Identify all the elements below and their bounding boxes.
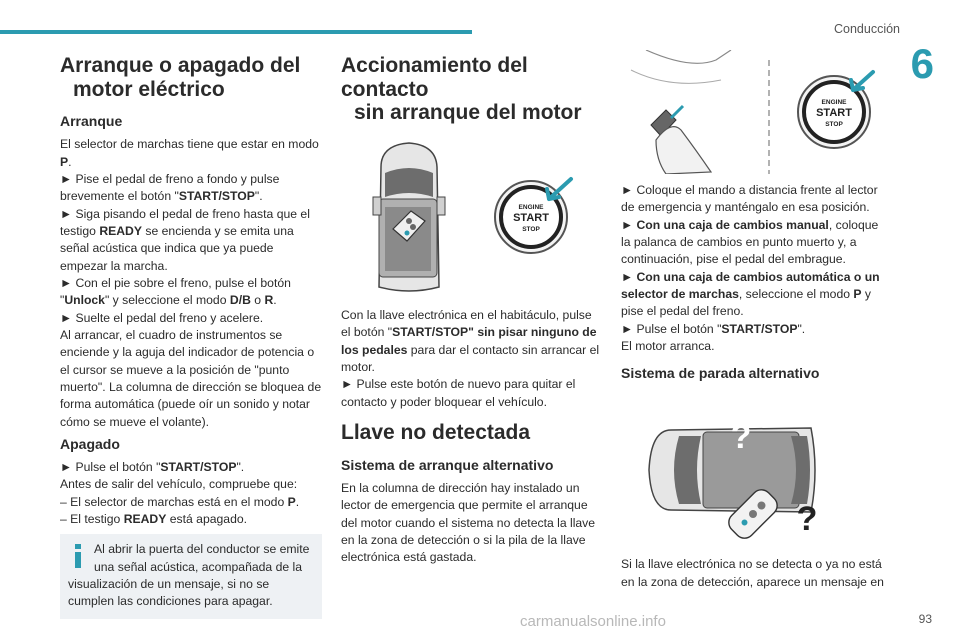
column-1	[60, 54, 322, 619]
subheading-alt-stop: Sistema de parada alternativo	[621, 365, 820, 382]
paragraph: ► Con una caja de cambios automática o un selector de marchas, seleccione el modo P y pise el pedal del freno.	[621, 269, 880, 319]
header-accent-bar	[0, 30, 472, 34]
subheading-start: Arranque	[60, 113, 123, 130]
paragraph: Con la llave electrónica en el habitáculo, pulse el botón "START/STOP" sin pisar ninguno de los pedales para dar el contacto sin arrancar el motor.	[341, 308, 600, 375]
section-title: Conducción	[833, 22, 900, 36]
question-mark-small: ?	[796, 500, 818, 539]
page-number: 93	[918, 612, 932, 626]
button-start-text: START	[816, 107, 852, 119]
paragraph: ► Pulse este botón de nuevo para quitar el contacto y poder bloquear el vehículo.	[341, 377, 576, 409]
subheading-stop: Apagado	[60, 436, 120, 453]
button-engine-text: ENGINE	[518, 204, 544, 212]
paragraph: ► Con una caja de cambios manual, coloque la palanca de cambios en punto muerto y, a continuación, pise el pedal del embrague.	[621, 217, 879, 267]
paragraph: ► Siga pisando el pedal de freno hasta que el testigo READY se encienda y se emita una señal acústica que indica que ya puede empezar la marcha.	[60, 206, 310, 273]
button-stop-text: STOP	[522, 226, 540, 234]
paragraph: Antes de salir del vehículo, compruebe que:	[60, 477, 298, 492]
heading-start-stop: Arranque o apagado del motor eléctrico	[60, 54, 301, 101]
car-question-illustration	[621, 388, 891, 548]
paragraph: El selector de marchas tiene que estar en modo P.	[60, 137, 319, 169]
paragraph: ► Con el pie sobre el freno, pulse el botón "Unlock" y seleccione el modo D/B o R.	[60, 276, 291, 308]
subheading-alt-start: Sistema de arranque alternativo	[341, 456, 554, 473]
paragraph: ► Coloque el mando a distancia frente al lector de emergencia y manténgalo en esa posición.	[621, 183, 878, 215]
press-arrow-icon	[851, 72, 873, 90]
question-mark-large: ?	[730, 418, 752, 457]
watermark: carmanualsonline.info	[520, 613, 666, 630]
heading-ignition: Accionamiento del contacto sin arranque del motor	[341, 54, 582, 125]
car-top-view-icon	[373, 143, 445, 291]
info-icon	[68, 543, 88, 569]
paragraph: ► Pulse el botón "START/STOP".	[60, 460, 245, 475]
chapter-number: 6	[910, 40, 934, 87]
paragraph: – El selector de marchas está en el modo P.	[60, 494, 300, 509]
column-3	[621, 50, 891, 596]
info-note: Al abrir la puerta del conductor se emite una señal acústica, acompañada de la visualización de un mensaje, si no se cumplen las condiciones para apagar.	[60, 534, 322, 618]
paragraph: – El testigo READY está apagado.	[60, 512, 248, 526]
paragraph: ► Pulse el botón "START/STOP".	[621, 321, 806, 336]
hand-with-key-icon	[631, 50, 731, 174]
paragraph: Si la llave electrónica no se detecta o ya no está en la zona de detección, aparece un mensaje en	[621, 557, 884, 589]
heading-key-not-detected: Llave no detectada	[341, 421, 531, 445]
button-stop-text: STOP	[825, 121, 843, 128]
paragraph: Al arrancar, el cuadro de instrumentos se enciende y la aguja del indicador de potencia o el cursor se mueve a la posición de "punto muerto". La columna de dirección se bloquea de forma automática (puede oír un sonido y notar cómo se mueve el volante).	[60, 328, 322, 429]
button-start-text: START	[513, 212, 549, 225]
paragraph: En la columna de dirección hay instalado un lector de emergencia que permite el arranque del motor cuando el sistema no detecta la llave en la zona de detección o si la pila de la llave electrónica está gastada.	[341, 480, 596, 565]
paragraph: ► Pise el pedal de freno a fondo y pulse brevemente el botón "START/STOP".	[60, 172, 280, 204]
car-key-illustration	[341, 137, 603, 299]
emergency-reader-illustration	[621, 50, 891, 174]
column-2	[341, 54, 603, 571]
paragraph: El motor arranca.	[621, 338, 715, 353]
paragraph: ► Suelte el pedal del freno y acelere.	[60, 310, 264, 325]
button-engine-text: ENGINE	[821, 99, 847, 106]
